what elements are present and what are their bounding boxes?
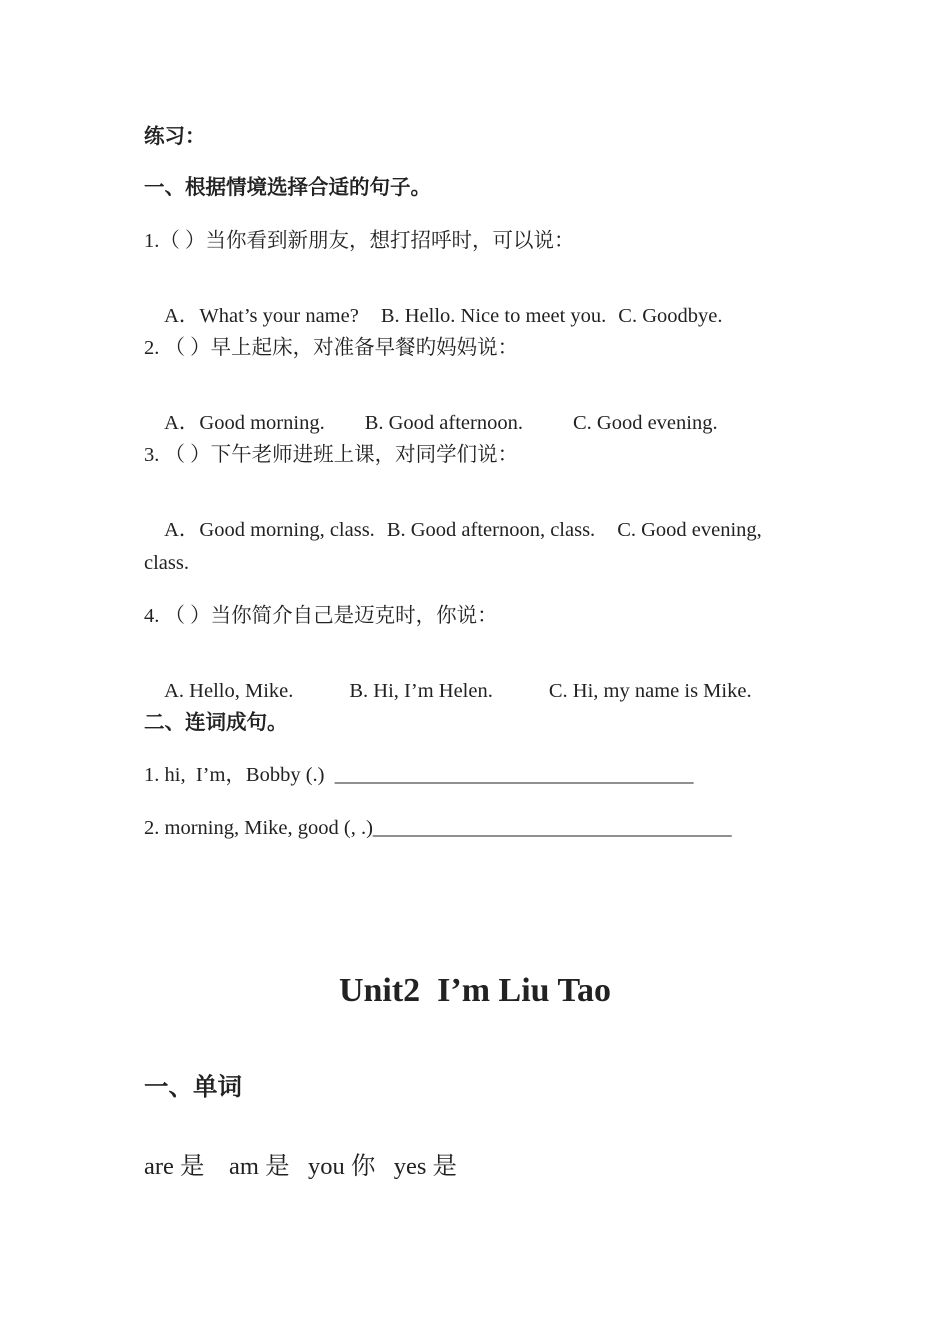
vocab-line: are 是 am 是 you 你 yes 是 bbox=[144, 1153, 457, 1180]
question-3-stem: 3. （ ）下午老师进班上课，对同学们说： bbox=[144, 444, 519, 466]
vocab-heading: 一、单词 bbox=[144, 1074, 242, 1101]
question-2-options bbox=[155, 392, 718, 433]
sentence-2: 2. morning, Mike, good (, .)___________________________________ bbox=[144, 817, 732, 839]
option-c: C. Goodbye. bbox=[618, 304, 723, 327]
option-a: A．Good morning, class. bbox=[164, 518, 375, 541]
exercise-label: 练习： bbox=[144, 126, 206, 148]
option-a: A. Hello, Mike. bbox=[164, 679, 294, 702]
option-b: B. Hi, I’m Helen. bbox=[349, 679, 493, 702]
option-a: A．Good morning. bbox=[164, 411, 325, 434]
option-b: B. Good afternoon. bbox=[364, 411, 523, 434]
option-b: B. Hello. Nice to meet you. bbox=[380, 304, 607, 327]
section1-heading: 一、根据情境选择合适的句子。 bbox=[144, 177, 431, 199]
option-c: C. Good evening, bbox=[617, 518, 762, 541]
sentence-1: 1. hi, I’m，Bobby (.) ___________________________________ bbox=[144, 764, 694, 786]
option-b: B. Good afternoon, class. bbox=[386, 518, 596, 541]
unit-title: Unit2 I’m Liu Tao bbox=[338, 972, 612, 1009]
option-c: C. Good evening. bbox=[572, 411, 718, 434]
question-2-stem: 2. （ ）早上起床，对准备早餐旳妈妈说： bbox=[144, 337, 519, 359]
question-1-stem: 1.（ ）当你看到新朋友，想打招呼时，可以说： bbox=[144, 230, 575, 252]
question-4-options bbox=[155, 660, 752, 701]
option-c: C. Hi, my name is Mike. bbox=[548, 679, 752, 702]
question-4-stem: 4. （ ）当你简介自己是迈克时，你说： bbox=[144, 605, 498, 627]
question-1-options bbox=[155, 285, 722, 326]
option-a: A．What’s your name? bbox=[164, 304, 359, 327]
question-3-options bbox=[155, 499, 762, 540]
question-3-continuation: class. bbox=[144, 552, 189, 574]
section2-heading: 二、连词成句。 bbox=[144, 712, 288, 734]
